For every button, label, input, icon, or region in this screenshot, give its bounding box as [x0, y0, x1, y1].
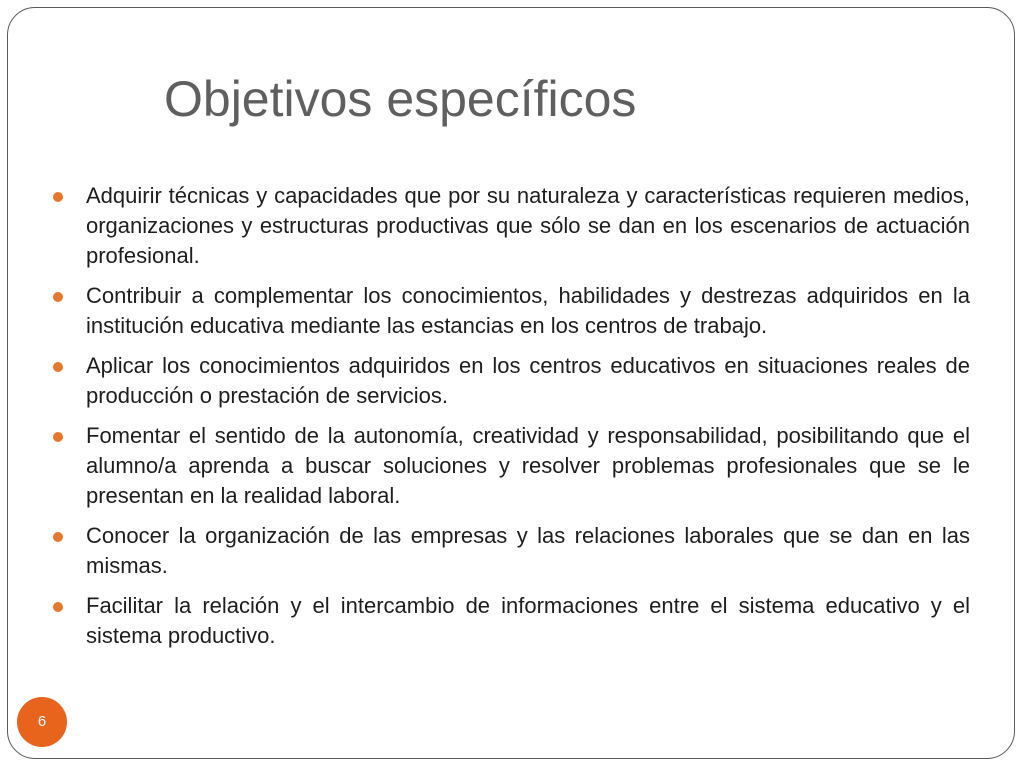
bullet-item — [86, 421, 970, 511]
bullet-text: Aplicar los conocimientos adquiridos en los centros educativos en situaciones reales de producción o prestación de servicios. — [86, 353, 970, 408]
bullet-dot-icon — [53, 292, 63, 302]
bullet-item — [86, 521, 970, 581]
bullet-dot-icon — [53, 602, 63, 612]
slide-title: Objetivos específicos — [164, 71, 637, 127]
bullet-dot-icon — [53, 432, 63, 442]
bullet-dot-icon — [53, 192, 63, 202]
page-number-badge: 6 — [17, 697, 67, 747]
bullet-list — [86, 181, 970, 661]
bullet-text: Facilitar la relación y el intercambio de informaciones entre el sistema educativo y el sistema productivo. — [86, 593, 970, 648]
bullet-text: Fomentar el sentido de la autonomía, creatividad y responsabilidad, posibilitando que el alumno/a aprenda a buscar soluciones y resolver problemas profesionales que se le presentan en la realidad laboral. — [86, 423, 970, 508]
bullet-item — [86, 591, 970, 651]
bullet-text: Adquirir técnicas y capacidades que por su naturaleza y características requieren medios, organizaciones y estructuras productivas que sólo se dan en los escenarios de actuación profesional. — [86, 183, 970, 268]
bullet-item — [86, 281, 970, 341]
bullet-dot-icon — [53, 532, 63, 542]
bullet-item — [86, 351, 970, 411]
bullet-item — [86, 181, 970, 271]
bullet-dot-icon — [53, 362, 63, 372]
bullet-text: Conocer la organización de las empresas y las relaciones laborales que se dan en las mismas. — [86, 523, 970, 578]
bullet-text: Contribuir a complementar los conocimientos, habilidades y destrezas adquiridos en la institución educativa mediante las estancias en los centros de trabajo. — [86, 283, 970, 338]
